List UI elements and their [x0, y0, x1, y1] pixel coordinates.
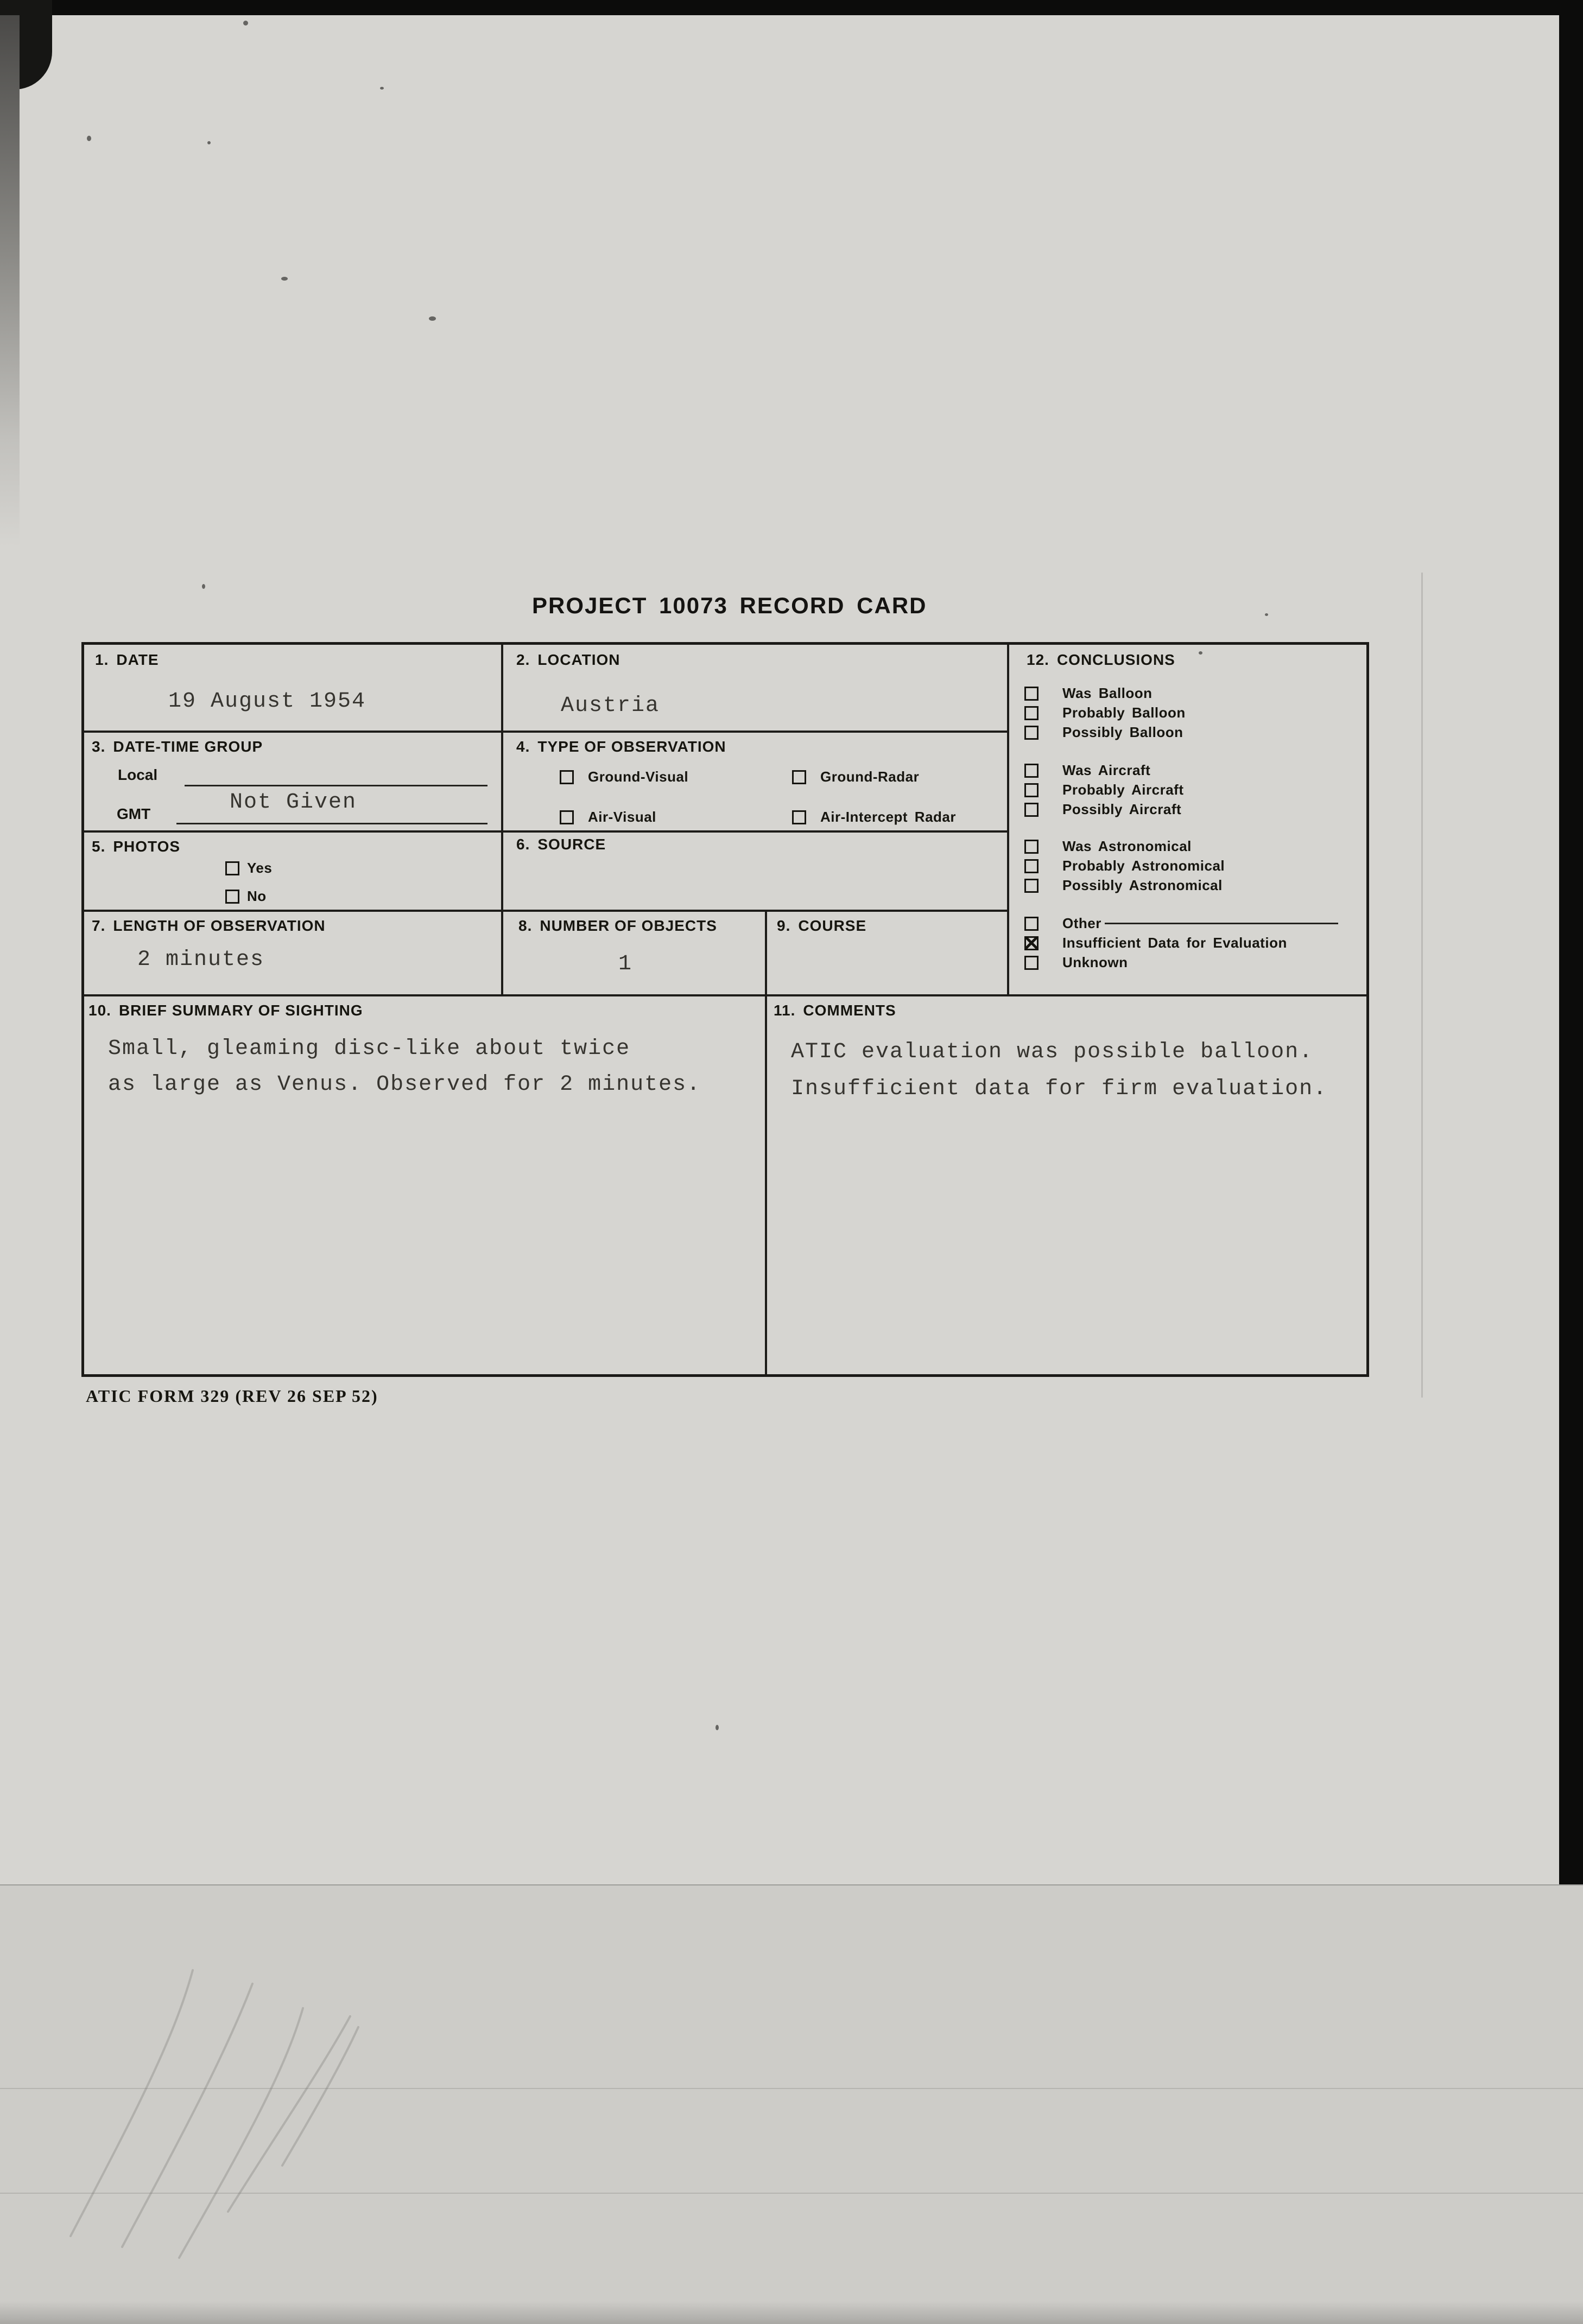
- page-title: PROJECT 10073 RECORD CARD: [532, 593, 927, 618]
- row-divider: [84, 731, 1008, 733]
- field-location-label: 2. LOCATION: [516, 651, 620, 668]
- checkbox: [1024, 956, 1039, 970]
- local-blank-line: [185, 785, 487, 786]
- field-conclusions-label: 12. CONCLUSIONS: [1027, 651, 1175, 668]
- field-length-of-observation-value: 2 minutes: [137, 948, 265, 972]
- conclusion-probably-aircraft: Probably Aircraft: [1024, 782, 1183, 798]
- checkbox: [1024, 706, 1039, 720]
- field-location-value: Austria: [561, 694, 660, 718]
- checkbox: [1024, 840, 1039, 854]
- checkbox: [1024, 859, 1039, 873]
- conclusion-other: Other: [1024, 915, 1338, 932]
- option-photos-no: No: [225, 888, 267, 905]
- column-divider: [1007, 645, 1009, 996]
- row-divider: [84, 910, 1008, 912]
- field-datetime-group-label: 3. DATE-TIME GROUP: [92, 738, 263, 755]
- field-number-of-objects-value: 1: [618, 952, 633, 976]
- conclusion-insufficient-data: ✕ Insufficient Data for Evaluation: [1024, 935, 1287, 951]
- column-divider: [765, 910, 767, 1374]
- brief-summary-line-2: as large as Venus. Observed for 2 minutes.: [108, 1072, 701, 1097]
- scan-right-black-band: [1559, 0, 1583, 1885]
- other-blank-line: [1105, 923, 1338, 924]
- checkbox: [792, 770, 806, 784]
- gmt-label: GMT: [117, 805, 151, 822]
- option-air-visual: Air-Visual: [560, 809, 656, 826]
- conclusion-was-astronomical: Was Astronomical: [1024, 838, 1192, 855]
- checkbox: [1024, 726, 1039, 740]
- form-number-footer: ATIC FORM 329 (REV 26 SEP 52): [86, 1386, 378, 1406]
- gmt-blank-line: [176, 823, 487, 824]
- conclusion-probably-balloon: Probably Balloon: [1024, 704, 1186, 721]
- row-divider: [84, 994, 1366, 996]
- local-label: Local: [118, 766, 158, 783]
- checkbox: [1024, 936, 1039, 950]
- conclusion-possibly-astronomical: Possibly Astronomical: [1024, 877, 1223, 894]
- checkbox: [1024, 917, 1039, 931]
- brief-summary-line-1: Small, gleaming disc-like about twice: [108, 1037, 631, 1061]
- option-photos-yes: Yes: [225, 860, 272, 877]
- conclusion-was-aircraft: Was Aircraft: [1024, 762, 1150, 779]
- row-divider: [84, 830, 1008, 833]
- field-date-label: 1. DATE: [95, 651, 159, 668]
- field-type-of-observation-label: 4. TYPE OF OBSERVATION: [516, 738, 726, 755]
- checkbox: [1024, 687, 1039, 701]
- conclusion-possibly-aircraft: Possibly Aircraft: [1024, 801, 1181, 818]
- checkbox: [1024, 879, 1039, 893]
- option-air-intercept-radar: Air-Intercept Radar: [792, 809, 956, 826]
- conclusion-was-balloon: Was Balloon: [1024, 685, 1153, 702]
- checkbox: [1024, 764, 1039, 778]
- checkbox: [1024, 803, 1039, 817]
- comments-line-2: Insufficient data for firm evaluation.: [791, 1077, 1328, 1101]
- checkbox: [225, 890, 239, 904]
- field-course-label: 9. COURSE: [777, 917, 867, 934]
- conclusion-unknown: Unknown: [1024, 954, 1128, 971]
- checkbox: [1024, 783, 1039, 797]
- conclusion-possibly-balloon: Possibly Balloon: [1024, 724, 1183, 741]
- ink-speck: [715, 1725, 719, 1730]
- field-number-of-objects-label: 8. NUMBER OF OBJECTS: [518, 917, 717, 934]
- field-photos-label: 5. PHOTOS: [92, 838, 181, 855]
- option-ground-visual: Ground-Visual: [560, 769, 688, 785]
- record-card: [81, 642, 1369, 1377]
- fold-line: [1421, 573, 1423, 1398]
- conclusion-probably-astronomical: Probably Astronomical: [1024, 858, 1225, 874]
- checkbox: [560, 810, 574, 824]
- checkbox: [792, 810, 806, 824]
- checkbox: [560, 770, 574, 784]
- field-source-label: 6. SOURCE: [516, 836, 606, 853]
- column-divider: [501, 645, 503, 996]
- field-comments-label: 11. COMMENTS: [774, 1002, 896, 1019]
- checkbox: [225, 861, 239, 875]
- field-length-of-observation-label: 7. LENGTH OF OBSERVATION: [92, 917, 326, 934]
- comments-line-1: ATIC evaluation was possible balloon.: [791, 1040, 1314, 1064]
- field-date-value: 19 August 1954: [168, 689, 366, 714]
- field-brief-summary-label: 10. BRIEF SUMMARY OF SIGHTING: [88, 1002, 363, 1019]
- gmt-value: Not Given: [230, 790, 357, 815]
- ink-speck: [1265, 613, 1268, 616]
- option-ground-radar: Ground-Radar: [792, 769, 919, 785]
